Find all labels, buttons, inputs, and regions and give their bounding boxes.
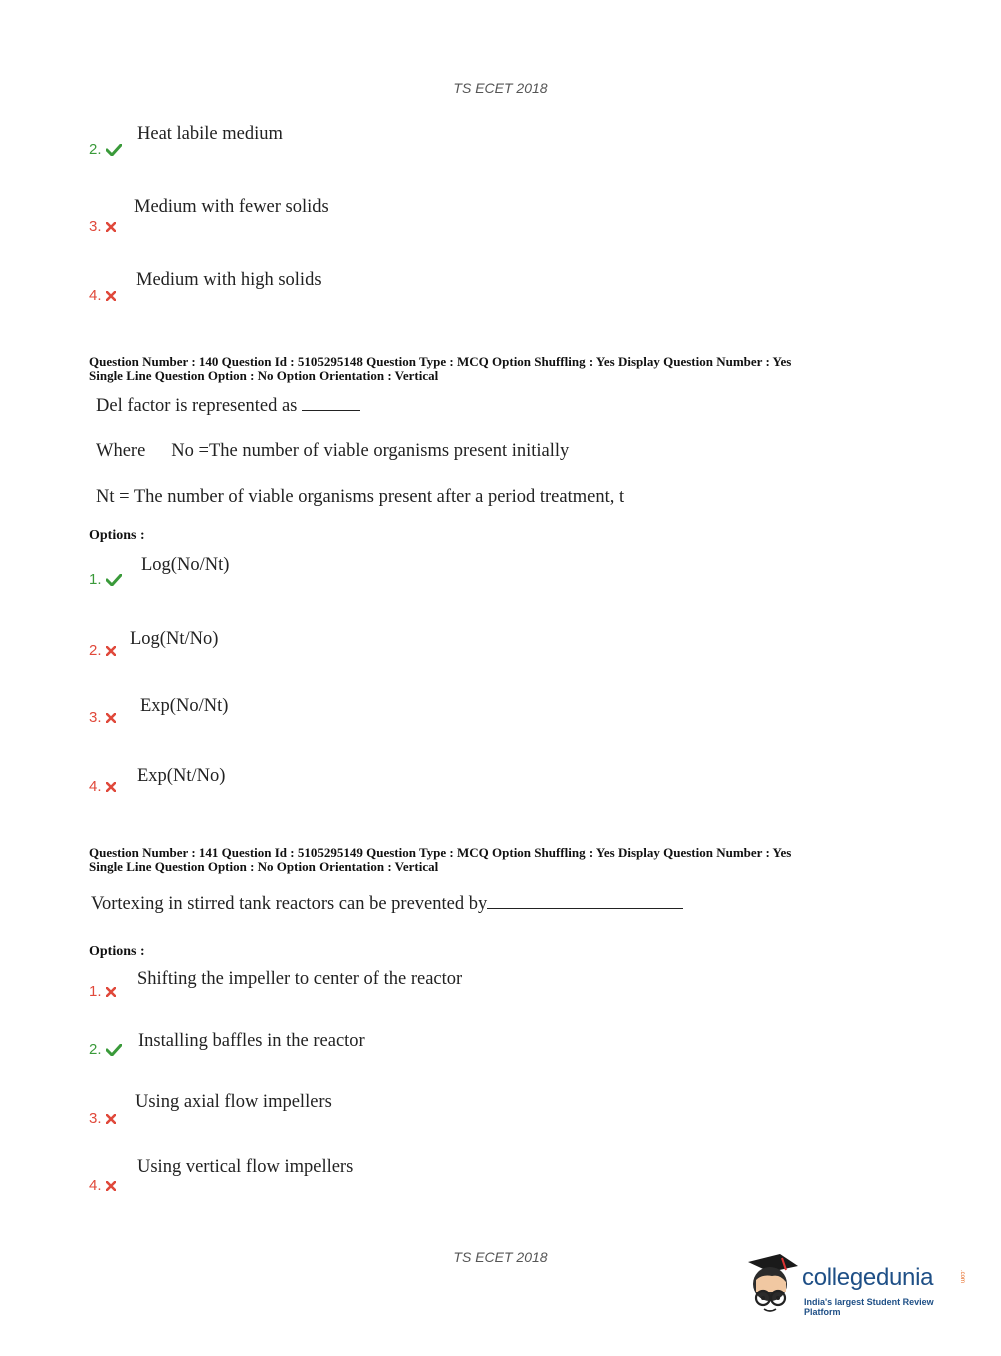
question-text: Vortexing in stirred tank reactors can be prevented by [91, 894, 683, 915]
question-meta-line: Question Number : 141 Question Id : 5105295149 Question Type : MCQ Option Shuffling : Yes Display Question Number : Yes [89, 845, 792, 860]
option-number: 2. [89, 141, 129, 158]
cross-icon [106, 291, 116, 301]
check-icon [106, 1044, 122, 1056]
page-header: TS ECET 2018 [453, 80, 548, 96]
cross-icon [106, 713, 116, 723]
options-label: Options : [89, 528, 145, 543]
question-text: Nt = The number of viable organisms present after a period treatment, t [96, 487, 625, 507]
option-number: 2. [89, 1041, 129, 1058]
question-meta-line: Single Line Question Option : No Option Orientation : Vertical [89, 859, 439, 874]
option-text: Exp(Nt/No) [137, 766, 226, 786]
question-meta [89, 355, 919, 383]
option-number: 3. [89, 1110, 129, 1127]
option-number: 4. [89, 1177, 129, 1194]
option-number: 2. [89, 642, 129, 659]
question-meta [89, 846, 919, 874]
option-text: Installing baffles in the reactor [138, 1031, 365, 1051]
cross-icon [106, 1181, 116, 1191]
cross-icon [106, 1114, 116, 1124]
cross-icon [106, 987, 116, 997]
answer-blank [487, 894, 683, 909]
answer-blank [302, 396, 360, 411]
page-footer: TS ECET 2018 [453, 1249, 548, 1265]
option-text: Using axial flow impellers [135, 1092, 332, 1112]
options-label: Options : [89, 944, 145, 959]
cross-icon [106, 782, 116, 792]
option-text: Heat labile medium [137, 124, 283, 144]
option-text: Medium with high solids [136, 270, 322, 290]
cross-icon [106, 646, 116, 656]
mascot-icon [742, 1252, 802, 1314]
check-icon [106, 144, 122, 156]
question-meta-line: Question Number : 140 Question Id : 5105295148 Question Type : MCQ Option Shuffling : Yes Display Question Number : Yes [89, 354, 792, 369]
brand-name: collegedunia [802, 1264, 934, 1291]
option-number: 4. [89, 287, 129, 304]
cross-icon [106, 222, 116, 232]
question-meta-line: Single Line Question Option : No Option Orientation : Vertical [89, 368, 439, 383]
option-text: Log(No/Nt) [141, 555, 230, 575]
option-number: 3. [89, 218, 129, 235]
option-text: Exp(No/Nt) [140, 696, 229, 716]
brand-tagline: India's largest Student Review Platform [804, 1297, 934, 1317]
option-text: Log(Nt/No) [130, 629, 219, 649]
option-number: 1. [89, 983, 129, 1000]
collegedunia-logo[interactable] [742, 1250, 972, 1320]
brand-dotcom: .com [959, 1270, 965, 1284]
option-number: 1. [89, 571, 129, 588]
option-number: 3. [89, 709, 129, 726]
option-text: Medium with fewer solids [134, 197, 329, 217]
question-text: Del factor is represented as [96, 396, 360, 417]
option-number: 4. [89, 778, 129, 795]
check-icon [106, 574, 122, 586]
question-text: Where No =The number of viable organisms present initially [96, 441, 570, 461]
option-text: Shifting the impeller to center of the reactor [137, 969, 463, 989]
option-text: Using vertical flow impellers [137, 1157, 354, 1177]
